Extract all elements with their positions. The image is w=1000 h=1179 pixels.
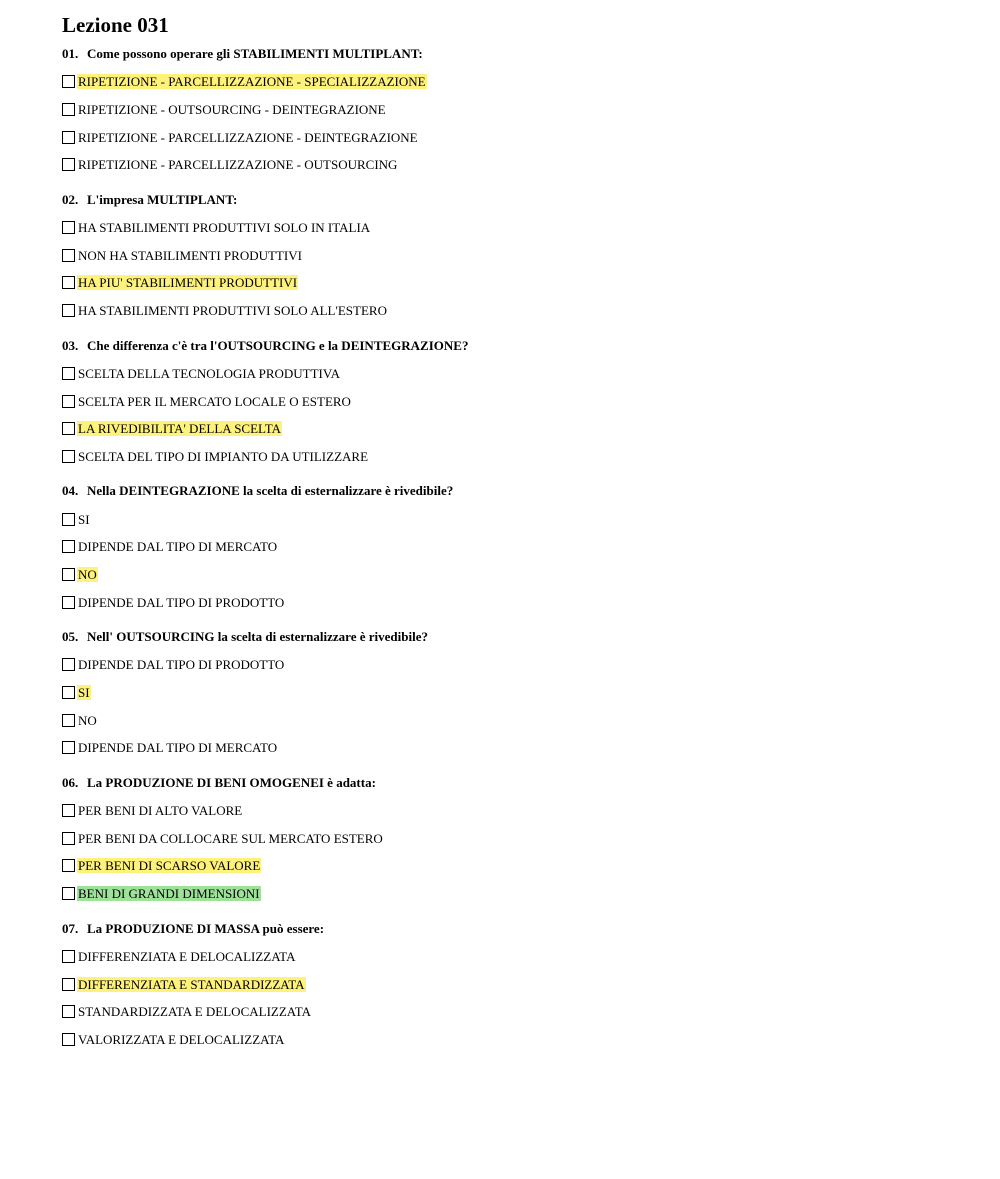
- question-number: 01.: [62, 46, 79, 61]
- answer-checkbox[interactable]: [62, 568, 75, 581]
- question-prompt: Nella DEINTEGRAZIONE la scelta di esternalizzare è rivedibile?: [87, 483, 454, 499]
- answer-option[interactable]: [62, 387, 962, 415]
- question-prompt: La PRODUZIONE DI MASSA può essere:: [87, 920, 325, 936]
- question-number: 05.: [62, 629, 79, 644]
- answer-label: PER BENI DI SCARSO VALORE: [78, 858, 261, 874]
- answer-checkbox[interactable]: [62, 304, 75, 317]
- answer-checkbox[interactable]: [62, 221, 75, 234]
- answer-option[interactable]: [62, 533, 962, 561]
- answer-label: SCELTA PER IL MERCATO LOCALE O ESTERO: [78, 393, 351, 409]
- answer-checkbox[interactable]: [62, 131, 75, 144]
- question-02: [62, 192, 962, 325]
- answer-label: DIPENDE DAL TIPO DI MERCATO: [78, 539, 278, 555]
- question-text: [62, 46, 962, 62]
- answer-checkbox[interactable]: [62, 859, 75, 872]
- answer-label: PER BENI DA COLLOCARE SUL MERCATO ESTERO: [78, 830, 383, 846]
- answer-option[interactable]: [62, 651, 962, 679]
- answer-option[interactable]: [62, 679, 962, 707]
- answer-option[interactable]: [62, 360, 962, 388]
- answer-option[interactable]: [62, 852, 962, 880]
- question-number: 06.: [62, 774, 79, 790]
- answer-option[interactable]: [62, 588, 962, 616]
- answer-label: SI: [78, 511, 90, 527]
- answer-option[interactable]: [62, 1026, 962, 1054]
- answer-checkbox[interactable]: [62, 249, 75, 262]
- question-text: [62, 483, 962, 499]
- answer-label: BENI DI GRANDI DIMENSIONI: [78, 886, 260, 902]
- answer-label: DIPENDE DAL TIPO DI PRODOTTO: [78, 594, 285, 610]
- answer-checkbox[interactable]: [62, 658, 75, 671]
- question-prompt: Nell' OUTSOURCING la scelta di esternalizzare è rivedibile?: [87, 629, 428, 644]
- answer-label: SCELTA DEL TIPO DI IMPIANTO DA UTILIZZARE: [78, 448, 369, 464]
- answer-checkbox[interactable]: [62, 1033, 75, 1046]
- answer-checkbox[interactable]: [62, 887, 75, 900]
- answer-label: RIPETIZIONE - OUTSOURCING - DEINTEGRAZIONE: [78, 102, 386, 118]
- question-text: [62, 338, 962, 354]
- answer-label: HA STABILIMENTI PRODUTTIVI SOLO ALL'ESTERO: [78, 303, 387, 319]
- answer-checkbox[interactable]: [62, 804, 75, 817]
- answer-option[interactable]: [62, 561, 962, 589]
- answer-checkbox[interactable]: [62, 395, 75, 408]
- question-01: [62, 46, 962, 179]
- quiz-page: [62, 12, 962, 1066]
- answer-option[interactable]: [62, 297, 962, 325]
- answer-option[interactable]: [62, 970, 962, 998]
- answer-label: RIPETIZIONE - PARCELLIZZAZIONE - DEINTEGRAZIONE: [78, 129, 418, 145]
- answer-label: DIPENDE DAL TIPO DI PRODOTTO: [78, 657, 285, 673]
- answer-option[interactable]: [62, 68, 962, 96]
- answer-checkbox[interactable]: [62, 950, 75, 963]
- answer-checkbox[interactable]: [62, 75, 75, 88]
- question-05: [62, 629, 962, 762]
- answer-option[interactable]: [62, 415, 962, 443]
- answer-label: STANDARDIZZATA E DELOCALIZZATA: [78, 1004, 312, 1020]
- answer-checkbox[interactable]: [62, 367, 75, 380]
- answer-label: DIFFERENZIATA E STANDARDIZZATA: [78, 976, 305, 992]
- answer-checkbox[interactable]: [62, 832, 75, 845]
- answer-option[interactable]: [62, 443, 962, 471]
- question-03: [62, 338, 962, 471]
- question-04: [62, 483, 962, 616]
- answer-checkbox[interactable]: [62, 540, 75, 553]
- question-text: [62, 921, 962, 937]
- question-number: 07.: [62, 920, 79, 936]
- answer-checkbox[interactable]: [62, 714, 75, 727]
- answer-option[interactable]: [62, 151, 962, 179]
- question-prompt: L'impresa MULTIPLANT:: [87, 191, 238, 207]
- answer-option[interactable]: [62, 214, 962, 242]
- answer-label: RIPETIZIONE - PARCELLIZZAZIONE - OUTSOURCING: [78, 157, 398, 173]
- question-number: 03.: [62, 337, 79, 353]
- answer-option[interactable]: [62, 943, 962, 971]
- answer-label: PER BENI DI ALTO VALORE: [78, 803, 243, 819]
- answer-option[interactable]: [62, 824, 962, 852]
- answer-label: HA STABILIMENTI PRODUTTIVI SOLO IN ITALIA: [78, 220, 371, 236]
- question-prompt: Che differenza c'è tra l'OUTSOURCING e la DEINTEGRAZIONE?: [87, 337, 469, 353]
- answer-label: DIPENDE DAL TIPO DI MERCATO: [78, 740, 278, 756]
- answer-checkbox[interactable]: [62, 1005, 75, 1018]
- answer-checkbox[interactable]: [62, 422, 75, 435]
- question-number: 02.: [62, 191, 79, 207]
- answer-checkbox[interactable]: [62, 276, 75, 289]
- answer-option[interactable]: [62, 706, 962, 734]
- answer-label: SCELTA DELLA TECNOLOGIA PRODUTTIVA: [78, 365, 340, 381]
- answer-option[interactable]: [62, 998, 962, 1026]
- question-text: [62, 629, 962, 645]
- question-prompt: La PRODUZIONE DI BENI OMOGENEI è adatta:: [87, 774, 376, 790]
- answer-checkbox[interactable]: [62, 450, 75, 463]
- question-text: [62, 192, 962, 208]
- question-list: [62, 46, 962, 1053]
- question-prompt: Come possono operare gli STABILIMENTI MULTIPLANT:: [87, 46, 423, 61]
- answer-option[interactable]: [62, 269, 962, 297]
- answer-checkbox[interactable]: [62, 978, 75, 991]
- answer-label: DIFFERENZIATA E DELOCALIZZATA: [78, 948, 296, 964]
- answer-label: NO: [78, 712, 97, 728]
- answer-option[interactable]: [62, 797, 962, 825]
- answer-label: HA PIU' STABILIMENTI PRODUTTIVI: [78, 275, 298, 291]
- answer-option[interactable]: [62, 734, 962, 762]
- answer-label: LA RIVEDIBILITA' DELLA SCELTA: [78, 421, 282, 437]
- answer-option[interactable]: [62, 880, 962, 908]
- answer-option[interactable]: [62, 505, 962, 533]
- page-title: Lezione 031: [62, 13, 169, 37]
- question-text: [62, 775, 962, 791]
- answer-checkbox[interactable]: [62, 513, 75, 526]
- question-number: 04.: [62, 483, 79, 499]
- answer-checkbox[interactable]: [62, 103, 75, 116]
- answer-option[interactable]: [62, 96, 962, 124]
- answer-option[interactable]: [62, 123, 962, 151]
- answer-label: SI: [78, 685, 90, 701]
- answer-checkbox[interactable]: [62, 741, 75, 754]
- answer-label: VALORIZZATA E DELOCALIZZATA: [78, 1031, 285, 1047]
- answer-option[interactable]: [62, 241, 962, 269]
- answer-checkbox[interactable]: [62, 686, 75, 699]
- answer-label: NON HA STABILIMENTI PRODUTTIVI: [78, 247, 302, 263]
- answer-checkbox[interactable]: [62, 158, 75, 171]
- answer-label: RIPETIZIONE - PARCELLIZZAZIONE - SPECIALIZZAZIONE: [78, 74, 426, 90]
- question-07: [62, 921, 962, 1054]
- question-06: [62, 775, 962, 908]
- answer-label: NO: [78, 566, 97, 582]
- answer-checkbox[interactable]: [62, 596, 75, 609]
